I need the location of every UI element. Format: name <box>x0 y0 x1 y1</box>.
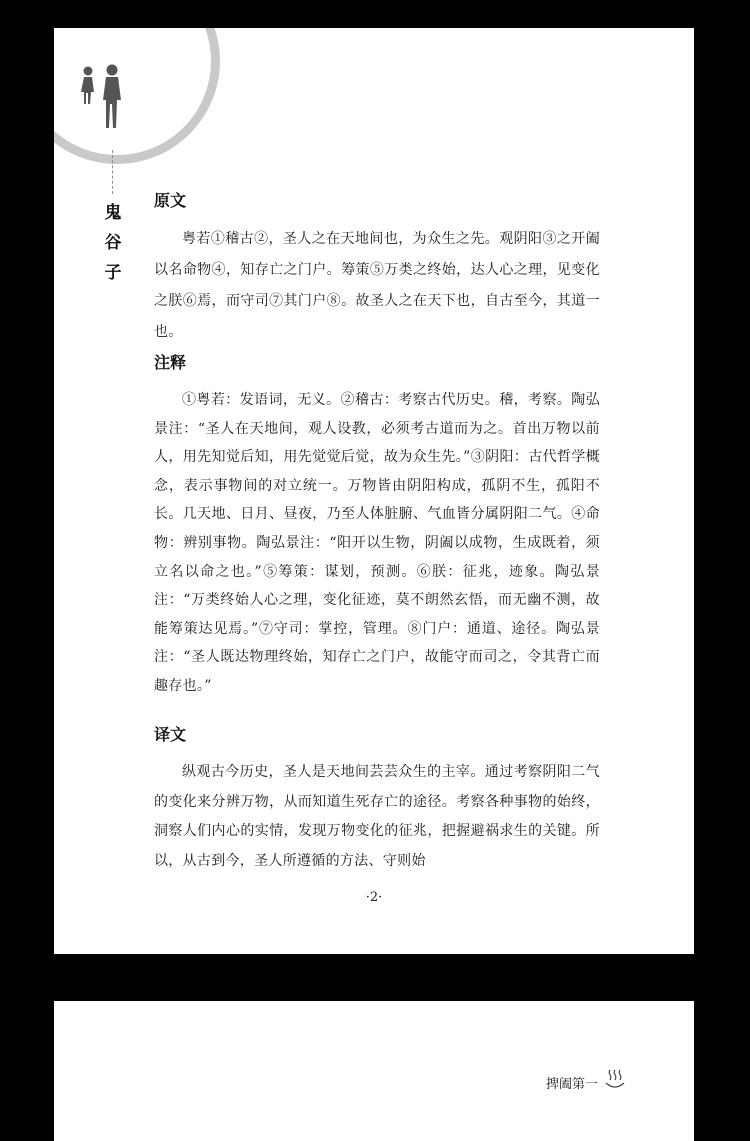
side-title-char: 谷 <box>104 233 122 253</box>
heading-notes: 注释 <box>154 353 187 372</box>
translation-text: 纵观古今历史，圣人是天地间芸芸众生的主宰。通过考察阴阳二气的变化来分辨万物，从而知道生死存亡的途径。考察各种事物的始终，洞察人们内心的实情，发现万物变化的征兆，把握避祸求生的关键。所以，从古到今，圣人所遵循的方法、守则始 <box>154 764 600 869</box>
side-book-title <box>102 198 124 288</box>
book-page-right <box>54 1001 694 1141</box>
original-text: 粤若①稽古②，圣人之在天地间也，为众生之先。观阴阳③之开阖以名命物④，知存亡之门户。筹策⑤万类之终始，达人心之理，见变化之朕⑥焉，而守司⑦其门户⑧。故圣人之在天下也，自古至今，其道一也。 <box>154 231 600 340</box>
side-title-char: 子 <box>104 263 122 283</box>
chapter-header: 捭阖第一 <box>545 1077 598 1092</box>
side-dashed-line <box>112 150 113 194</box>
heading-translation: 译文 <box>154 725 187 744</box>
page-number: ·2· <box>365 890 383 905</box>
heading-original: 原文 <box>154 191 187 210</box>
book-page-left <box>54 28 694 954</box>
side-title-char: 鬼 <box>104 203 122 223</box>
steam-cloud-icon <box>604 1067 626 1091</box>
children-silhouette-icon <box>78 62 130 136</box>
notes-text: ①粤若：发语词，无义。②稽古：考察古代历史。稽，考察。陶弘景注：“圣人在天地间，观人设教，必须考古道而为之。首出万物以前人，用先知觉后知，用先觉觉后觉，故为众生先。”③阴阳：古代哲学概念，表示事物间的对立统一。万物皆由阴阳构成，孤阴不生，孤阳不长。几天地、日月、昼夜，乃至人体脏腑、气血皆分属阴阳二气。④命物：辨别事物。陶弘景注：“阳开以生物，阴阖以成物，生成既着，须立名以命之也。”⑤筹策：谋划，预测。⑥朕：征兆，迹象。陶弘景注：“万类终始人心之理，变化征迹，莫不朗然玄悟，而无幽不测，故能筹策达见焉。”⑦守司：掌控，管理。⑧门户：通道、途径。陶弘景注：“圣人既达物理终始，知存亡之门户，故能守而司之，令其背亡而趣存也。” <box>154 392 600 694</box>
